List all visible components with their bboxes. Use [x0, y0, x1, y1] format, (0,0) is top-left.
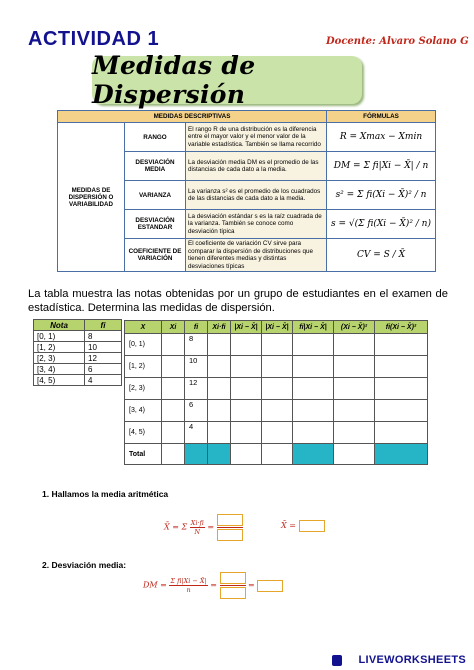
- mean-numerator-input[interactable]: [217, 514, 243, 526]
- step-2-heading: 2. Desviación media:: [42, 560, 127, 570]
- category-label: MEDIDAS DE DISPERSIÓN O VARIABILIDAD: [58, 123, 125, 272]
- grade-interval: [1, 2): [34, 342, 85, 353]
- mean-answer-fraction: [217, 514, 243, 541]
- answer-cell[interactable]: [262, 422, 293, 444]
- work-header: fi(Xi − X̄)²: [375, 321, 428, 334]
- answer-cell[interactable]: [208, 400, 231, 422]
- activity-title: ACTIVIDAD 1: [28, 28, 160, 50]
- answer-cell[interactable]: [208, 334, 231, 356]
- total-cell: [262, 444, 293, 465]
- grade-frequency: 8: [85, 331, 122, 342]
- grade-frequency: 4: [85, 375, 122, 386]
- work-interval: [1, 2): [125, 356, 162, 378]
- measure-name: VARIANZA: [125, 181, 186, 210]
- total-answer-cell[interactable]: [185, 444, 208, 465]
- dm-numerator-input[interactable]: [220, 572, 246, 584]
- answer-cell[interactable]: [231, 334, 262, 356]
- measure-description: La desviación media DM es el promedio de las distancias de cada dato a la media.: [186, 152, 327, 181]
- work-header: |Xi − X̄|: [231, 321, 262, 334]
- mean-fraction: [190, 519, 205, 536]
- work-header: |Xi − X̄|: [262, 321, 293, 334]
- work-header: fi|Xi − X̄|: [293, 321, 334, 334]
- work-frequency: 8: [185, 334, 208, 356]
- formulas-table: [57, 110, 436, 272]
- answer-cell[interactable]: [334, 334, 375, 356]
- answer-cell[interactable]: [293, 356, 334, 378]
- total-cell: [231, 444, 262, 465]
- mean-denominator: N: [194, 528, 201, 536]
- dm-fraction: [169, 577, 207, 594]
- total-label: Total: [125, 444, 162, 465]
- mean-result-input[interactable]: [299, 520, 325, 532]
- work-header: Xi: [162, 321, 185, 334]
- mean-equals: =: [207, 522, 215, 532]
- answer-cell[interactable]: [162, 334, 185, 356]
- answer-cell[interactable]: [293, 422, 334, 444]
- grades-header-fi: fi: [85, 320, 122, 331]
- dm-lhs: DM =: [143, 580, 167, 590]
- total-answer-cell[interactable]: [375, 444, 428, 465]
- mean-result: [281, 520, 325, 532]
- mean-equation: [164, 514, 243, 541]
- work-frequency: 12: [185, 378, 208, 400]
- step-1-heading: 1. Hallamos la media aritmética: [42, 489, 169, 499]
- measure-name: DESVIACIÓN MEDIA: [125, 152, 186, 181]
- mean-denominator-input[interactable]: [217, 529, 243, 541]
- answer-cell[interactable]: [162, 422, 185, 444]
- mean-deviation-equation: [143, 572, 283, 599]
- measure-description: La desviación estándar s es la raíz cuadrada de la varianza. También se conoce como desviación típica: [186, 210, 327, 239]
- measure-formula: CV = S / X̄: [327, 239, 436, 272]
- grade-frequency: 10: [85, 342, 122, 353]
- work-header: (Xi − X̄)²: [334, 321, 375, 334]
- grade-interval: [3, 4): [34, 364, 85, 375]
- grades-header-nota: Nota: [34, 320, 85, 331]
- dm-answer-fraction: [220, 572, 246, 599]
- answer-cell[interactable]: [334, 400, 375, 422]
- answer-cell[interactable]: [162, 356, 185, 378]
- work-interval: [3, 4): [125, 400, 162, 422]
- work-frequency: 4: [185, 422, 208, 444]
- answer-cell[interactable]: [231, 400, 262, 422]
- grade-frequency: 12: [85, 353, 122, 364]
- answer-cell[interactable]: [334, 422, 375, 444]
- measure-formula: s = √(Σ fi(Xi − X̄)² / n): [327, 210, 436, 239]
- work-frequency: 6: [185, 400, 208, 422]
- work-interval: [2, 3): [125, 378, 162, 400]
- answer-cell[interactable]: [375, 356, 428, 378]
- mean-result-label: X̄ =: [281, 521, 296, 530]
- mean-numerator: Xi·fi: [190, 519, 204, 527]
- measure-name: RANGO: [125, 123, 186, 152]
- work-header: Xi·fi: [208, 321, 231, 334]
- work-header: X: [125, 321, 162, 334]
- answer-cell[interactable]: [208, 378, 231, 400]
- answer-cell[interactable]: [293, 334, 334, 356]
- answer-cell[interactable]: [162, 378, 185, 400]
- dm-denominator-input[interactable]: [220, 587, 246, 599]
- answer-cell[interactable]: [162, 400, 185, 422]
- work-header: fi: [185, 321, 208, 334]
- work-table: [124, 320, 428, 465]
- answer-cell[interactable]: [334, 378, 375, 400]
- teacher-name: Docente: Alvaro Solano G: [326, 36, 469, 47]
- work-frequency: 10: [185, 356, 208, 378]
- measure-formula: R = Xmax − Xmin: [327, 123, 436, 152]
- dm-equals: =: [210, 580, 217, 590]
- dm-denominator: n: [186, 586, 191, 594]
- measure-name: COEFICIENTE DE VARIACIÓN: [125, 239, 186, 272]
- footer: [0, 652, 474, 670]
- measure-name: DESVIACIÓN ESTANDAR: [125, 210, 186, 239]
- answer-cell[interactable]: [262, 400, 293, 422]
- page-title: Medidas de Dispersión: [92, 51, 256, 109]
- total-answer-cell[interactable]: [293, 444, 334, 465]
- footer-brand: LIVEWORKSHEETS: [358, 654, 466, 666]
- answer-cell[interactable]: [231, 356, 262, 378]
- grade-frequency: 6: [85, 364, 122, 375]
- dm-result-input[interactable]: [257, 580, 283, 592]
- grades-table: [33, 319, 122, 386]
- problem-statement: La tabla muestra las notas obtenidas por un grupo de estudiantes en el examen de estadística. Determina las medidas de dispersión.: [28, 288, 448, 314]
- mean-lhs: X̄ = Σ: [164, 522, 188, 532]
- total-answer-cell[interactable]: [208, 444, 231, 465]
- grade-interval: [4, 5): [34, 375, 85, 386]
- answer-cell[interactable]: [262, 334, 293, 356]
- title-banner: [92, 51, 362, 109]
- answer-cell[interactable]: [208, 422, 231, 444]
- answer-cell[interactable]: [375, 400, 428, 422]
- formulas-header-formulas: FÓRMULAS: [327, 111, 436, 123]
- answer-cell[interactable]: [375, 422, 428, 444]
- dm-equals-2: =: [248, 580, 255, 590]
- total-cell: [334, 444, 375, 465]
- answer-cell[interactable]: [231, 422, 262, 444]
- total-cell: [162, 444, 185, 465]
- dm-numerator: Σ fi|Xi − X̄|: [170, 577, 207, 585]
- answer-cell[interactable]: [293, 400, 334, 422]
- answer-cell[interactable]: [262, 356, 293, 378]
- answer-cell[interactable]: [231, 378, 262, 400]
- grade-interval: [0, 1): [34, 331, 85, 342]
- liveworksheets-logo-icon: [332, 655, 342, 666]
- measure-formula: s² = Σ fi(Xi − X̄)² / n: [327, 181, 436, 210]
- answer-cell[interactable]: [334, 356, 375, 378]
- answer-cell[interactable]: [293, 378, 334, 400]
- measure-formula: DM = Σ fi|Xi − X̄| / n: [327, 152, 436, 181]
- grade-interval: [2, 3): [34, 353, 85, 364]
- work-interval: [4, 5): [125, 422, 162, 444]
- formulas-header-measures: MEDIDAS DESCRIPTIVAS: [58, 111, 327, 123]
- measure-description: La varianza s² es el promedio de los cuadrados de las distancias de cada dato a la media.: [186, 181, 327, 210]
- work-interval: [0, 1): [125, 334, 162, 356]
- measure-description: El rango R de una distribución es la diferencia entre el mayor valor y el menor valor de la variable estadística. También se llama recorrido: [186, 123, 327, 152]
- answer-cell[interactable]: [375, 334, 428, 356]
- measure-description: El coeficiente de variación CV sirve para comparar la dispersión de distribuciones que tienen diferentes medias y distintas desviaciones típicas: [186, 239, 327, 272]
- answer-cell[interactable]: [262, 378, 293, 400]
- answer-cell[interactable]: [208, 356, 231, 378]
- answer-cell[interactable]: [375, 378, 428, 400]
